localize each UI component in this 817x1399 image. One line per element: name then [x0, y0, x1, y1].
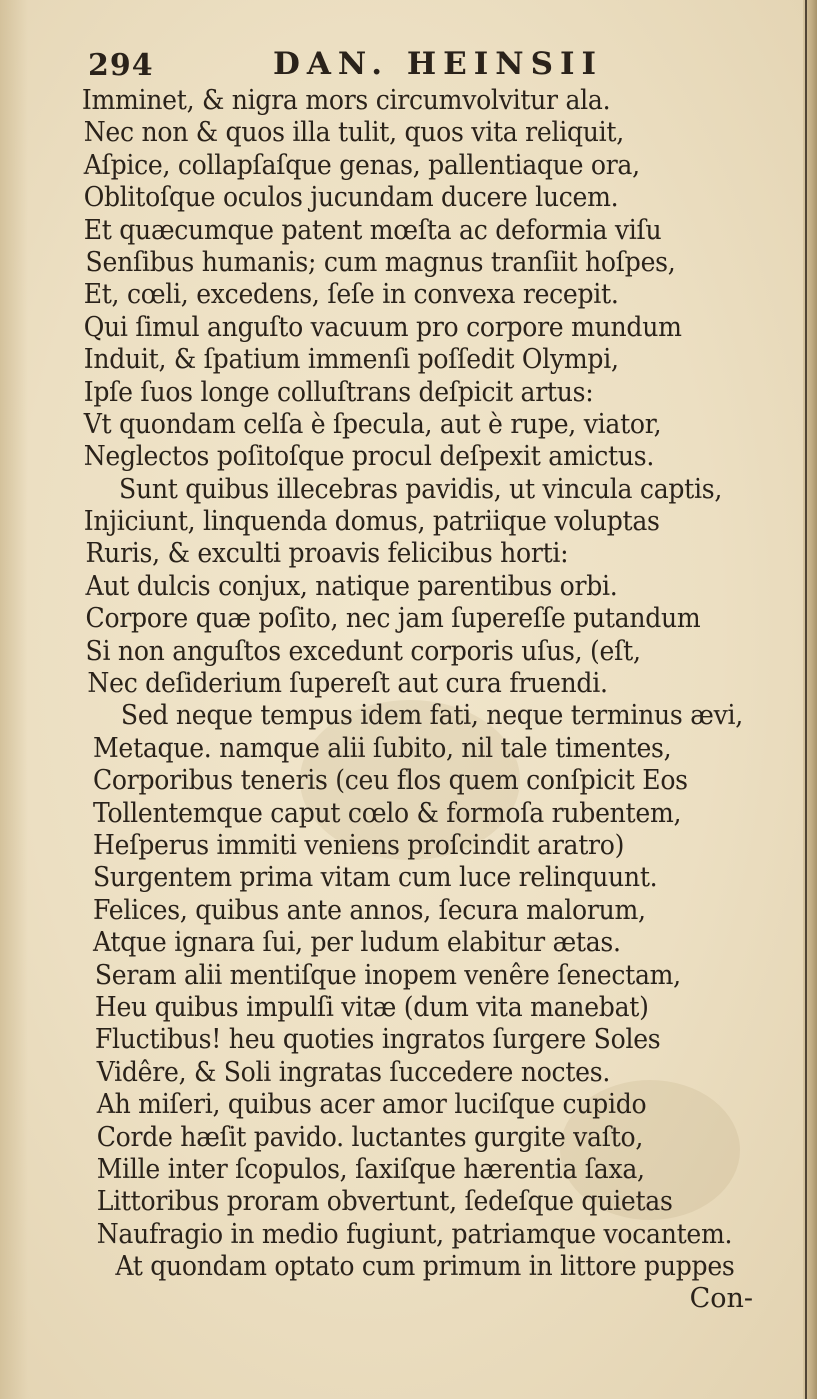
verse-line: Mille inter ſcopulos, ſaxiſque hærentia ſaxa, [96, 1153, 645, 1185]
verse-line: Si non anguſtos excedunt corporis uſus, (eſt, [85, 635, 641, 667]
verse-line: Atque ignara ſui, per ludum elabitur ætas. [93, 927, 621, 959]
verse-line: Metaque. namque alii ſubito, nil tale timentes, [93, 732, 672, 764]
verse-line: Senſibus humanis; cum magnus tranſiit hoſpes, [85, 246, 676, 278]
verse-line: Heu quibus impulſi vitæ (dum vita manebat) [94, 991, 649, 1023]
verse-line: Et, cœli, excedens, ſeſe in convexa recepit. [83, 279, 619, 311]
verse-line: Felices, quibus ante annos, ſecura malorum, [93, 894, 646, 926]
verse-line: Ipſe ſuos longe colluſtrans deſpicit artus: [83, 376, 594, 408]
verse-line: Corporibus teneris (ceu flos quem conſpicit Eos [93, 765, 688, 797]
verse-line: Injiciunt, linquenda domus, patriique voluptas [83, 506, 660, 538]
verse-line: Aut dulcis conjux, natique parentibus orbi. [85, 570, 618, 602]
verse-line: Vt quondam celſa è ſpecula, aut è rupe, viator, [83, 408, 662, 440]
page-edge-rule [805, 0, 807, 1399]
verse-line: Nec non & quos illa tulit, quos vita reliquit, [83, 117, 624, 149]
verse-line: Et quæcumque patent mœſta ac deformia viſu [83, 214, 662, 246]
catchword: Con- [689, 1283, 753, 1314]
verse-line: Seram alii mentiſque inopem venêre ſenectam, [94, 959, 681, 991]
verse-line: Naufragio in medio fugiunt, patriamque vocantem. [96, 1218, 733, 1250]
verse-line: Vidêre, & Soli ingratas ſuccedere noctes. [96, 1056, 611, 1088]
verse-line: Nec deſiderium ſupereſt aut cura fruendi. [87, 668, 608, 700]
verse-line: Imminet, & nigra mors circumvolvitur ala. [81, 85, 611, 116]
page-number: 294 [88, 48, 154, 83]
verse-line: Ruris, & exculti proavis felicibus horti: [85, 538, 569, 570]
verse-line: Fluctibus! heu quoties ingratos ſurgere Soles [94, 1024, 661, 1056]
verse-line: Littoribus proram obvertunt, ſedeſque quietas [96, 1186, 673, 1218]
running-title: DAN. HEINSII [273, 46, 604, 82]
verse-line: Surgentem prima vitam cum luce relinquunt. [93, 862, 658, 894]
verse-line: Tollentemque caput cœlo & formoſa rubentem, [93, 797, 682, 829]
running-head [88, 44, 738, 84]
verse-line: Corpore quæ poſito, nec jam ſupereſſe putandum [85, 603, 701, 635]
verse-line: Heſperus immiti veniens proſcindit aratro) [93, 829, 625, 861]
verse-line: At quondam optato cum primum in littore puppes [115, 1251, 735, 1283]
verse-line: Qui ſimul anguſto vacuum pro corpore mundum [83, 311, 682, 343]
verse-line: Sunt quibus illecebras pavidis, ut vincula captis, [119, 473, 723, 505]
verse-line: Aſpice, collapſaſque genas, pallentiaque ora, [83, 149, 640, 181]
verse-line: Corde hæſit pavido. luctantes gurgite vaſto, [96, 1121, 644, 1153]
verse-line: Oblitoſque oculos jucundam ducere lucem. [83, 182, 619, 214]
verse-line: Sed neque tempus idem fati, neque terminus ævi, [120, 700, 743, 732]
verse-body [0, 85, 790, 1283]
verse-line: Neglectos poſitoſque procul deſpexit amictus. [83, 441, 655, 473]
verse-line: Induit, & ſpatium immenſi poſſedit Olympi, [83, 344, 619, 376]
verse-line: Ah miſeri, quibus acer amor luciſque cupido [96, 1089, 647, 1121]
